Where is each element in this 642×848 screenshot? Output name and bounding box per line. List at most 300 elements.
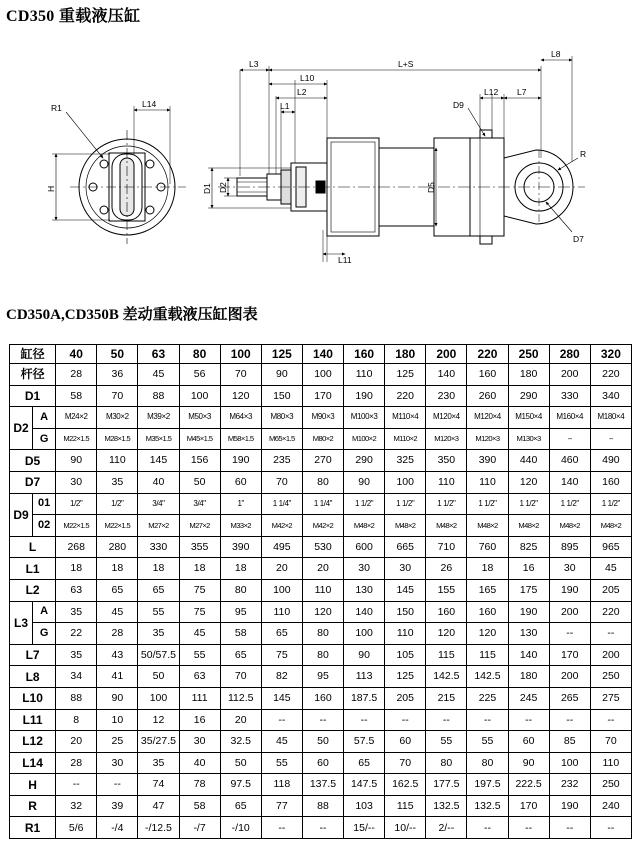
table-cell: 220: [590, 364, 631, 386]
table-cell: 55: [138, 601, 179, 623]
table-cell: 88: [302, 795, 343, 817]
table-cell: 175: [508, 579, 549, 601]
table-cell: 45: [179, 623, 220, 645]
table-cell: M160×4: [549, 407, 590, 429]
table-cell: 58: [220, 623, 261, 645]
table-cell: 75: [179, 601, 220, 623]
row-label: L1: [10, 558, 56, 580]
table-cell: 110: [344, 364, 385, 386]
table-cell: 225: [467, 687, 508, 709]
table-cell: -/4: [97, 817, 138, 839]
table-cell: 330: [138, 536, 179, 558]
table-cell: 35: [138, 623, 179, 645]
table-cell: 132.5: [467, 795, 508, 817]
header-cell: 250: [508, 345, 549, 364]
table-cell: 45: [590, 558, 631, 580]
table-cell: --: [467, 817, 508, 839]
table-cell: --: [426, 709, 467, 731]
table-cell: 105: [385, 644, 426, 666]
table-cell: 1/2": [97, 493, 138, 515]
table-row: [10, 579, 632, 601]
table-cell: 132.5: [426, 795, 467, 817]
dim-l12: L12: [484, 87, 499, 97]
table-header-row: [10, 345, 632, 364]
table-cell: 34: [56, 666, 97, 688]
dim-d7: D7: [573, 234, 584, 244]
table-cell: M180×4: [590, 407, 631, 429]
row-sublabel: G: [33, 623, 56, 645]
table-row: [10, 666, 632, 688]
dim-d1: D1: [202, 183, 212, 194]
table-cell: 145: [138, 450, 179, 472]
row-label: L8: [10, 666, 56, 688]
table-cell: 90: [56, 450, 97, 472]
table-cell: 115: [467, 644, 508, 666]
table-cell: 177.5: [426, 774, 467, 796]
table-cell: 600: [344, 536, 385, 558]
table-cell: 35: [97, 471, 138, 493]
table-row: [10, 795, 632, 817]
table-cell: --: [261, 709, 302, 731]
table-cell: --: [302, 709, 343, 731]
table-cell: 260: [467, 385, 508, 407]
table-cell: 390: [220, 536, 261, 558]
table-cell: 60: [385, 731, 426, 753]
table-cell: 250: [590, 774, 631, 796]
table-cell: 50/57.5: [138, 644, 179, 666]
table-cell: 63: [56, 579, 97, 601]
table-cell: 130: [508, 623, 549, 645]
table-cell: 30: [385, 558, 426, 580]
table-cell: --: [261, 817, 302, 839]
row-label: L11: [10, 709, 56, 731]
row-sublabel: A: [33, 601, 56, 623]
header-cell: 220: [467, 345, 508, 364]
dim-d9: D9: [453, 100, 464, 110]
table-cell: 25: [97, 731, 138, 753]
table-cell: M35×1.5: [138, 428, 179, 450]
table-cell: --: [549, 623, 590, 645]
table-cell: 70: [220, 364, 261, 386]
table-cell: 60: [302, 752, 343, 774]
table-cell: 65: [220, 795, 261, 817]
table-cell: 88: [138, 385, 179, 407]
table-cell: 268: [56, 536, 97, 558]
row-sublabel: G: [33, 428, 56, 450]
table-cell: --: [56, 774, 97, 796]
table-cell: 160: [467, 601, 508, 623]
table-cell: 1/2": [56, 493, 97, 515]
table-cell: M90×3: [302, 407, 343, 429]
table-cell: --: [97, 774, 138, 796]
table-cell: M58×1.5: [220, 428, 261, 450]
dim-r1: R1: [51, 103, 62, 113]
header-cell: 125: [261, 345, 302, 364]
table-cell: 350: [426, 450, 467, 472]
table-cell: 240: [590, 795, 631, 817]
table-cell: 30: [549, 558, 590, 580]
dim-l8: L8: [551, 49, 561, 59]
table-cell: 760: [467, 536, 508, 558]
table-cell: 77: [261, 795, 302, 817]
table-cell: 100: [549, 752, 590, 774]
table-cell: 85: [549, 731, 590, 753]
dim-l3: L3: [249, 59, 259, 69]
table-cell: M150×4: [508, 407, 549, 429]
table-cell: 30: [179, 731, 220, 753]
header-cell: 140: [302, 345, 343, 364]
table-cell: M48×2: [467, 515, 508, 537]
dim-l2: L2: [297, 87, 307, 97]
table-cell: 120: [426, 623, 467, 645]
table-cell: 90: [508, 752, 549, 774]
table-cell: 110: [467, 471, 508, 493]
header-cell: 50: [97, 345, 138, 364]
table-cell: 222.5: [508, 774, 549, 796]
table-row: [10, 450, 632, 472]
table-cell: 65: [97, 579, 138, 601]
table-row: [10, 623, 632, 645]
table-cell: --: [385, 709, 426, 731]
table-cell: 30: [97, 752, 138, 774]
table-cell: 20: [56, 731, 97, 753]
table-cell: 8: [56, 709, 97, 731]
table-cell: 200: [549, 601, 590, 623]
table-cell: 170: [549, 644, 590, 666]
row-label: L12: [10, 731, 56, 753]
dim-d5: D5: [426, 182, 436, 193]
table-cell: 110: [302, 579, 343, 601]
table-cell: 28: [56, 752, 97, 774]
cylinder-drawing: [0, 30, 642, 275]
front-flange-view: [52, 106, 186, 244]
table-cell: 35: [56, 601, 97, 623]
dim-l1: L1: [280, 101, 290, 111]
table-cell: 82: [261, 666, 302, 688]
table-cell: -/7: [179, 817, 220, 839]
table-cell: M24×2: [56, 407, 97, 429]
table-row: [10, 493, 632, 515]
table-cell: 190: [344, 385, 385, 407]
table-cell: -/12.5: [138, 817, 179, 839]
table-cell: 160: [426, 601, 467, 623]
table-cell: 63: [179, 666, 220, 688]
table-cell: 30: [344, 558, 385, 580]
table-row: [10, 364, 632, 386]
table-cell: 160: [302, 687, 343, 709]
table-cell: 39: [97, 795, 138, 817]
table-row: [10, 558, 632, 580]
table-cell: 18: [97, 558, 138, 580]
table-cell: 145: [385, 579, 426, 601]
table-cell: M120×4: [426, 407, 467, 429]
table-cell: 56: [179, 364, 220, 386]
table-cell: M42×2: [302, 515, 343, 537]
table-cell: 1 1/2": [549, 493, 590, 515]
table-cell: 1 1/2": [385, 493, 426, 515]
table-cell: 55: [467, 731, 508, 753]
table-cell: 40: [179, 752, 220, 774]
table-cell: 5/6: [56, 817, 97, 839]
table-cell: 205: [385, 687, 426, 709]
table-cell: M110×4: [385, 407, 426, 429]
header-cell: 320: [590, 345, 631, 364]
table-cell: 150: [261, 385, 302, 407]
table-cell: 180: [508, 364, 549, 386]
table-cell: 165: [467, 579, 508, 601]
table-cell: 140: [344, 601, 385, 623]
table-cell: --: [549, 709, 590, 731]
table-cell: 18: [138, 558, 179, 580]
table-cell: M100×3: [344, 407, 385, 429]
table-cell: M27×2: [138, 515, 179, 537]
table-row: [10, 385, 632, 407]
row-label: L10: [10, 687, 56, 709]
table-cell: --: [549, 817, 590, 839]
table-cell: --: [508, 709, 549, 731]
table-cell: 90: [261, 364, 302, 386]
table-cell: 490: [590, 450, 631, 472]
table-cell: 265: [549, 687, 590, 709]
table-cell: 65: [220, 644, 261, 666]
table-cell: 1 1/2": [590, 493, 631, 515]
table-cell: 70: [261, 471, 302, 493]
header-cell: 80: [179, 345, 220, 364]
table-cell: 50: [179, 471, 220, 493]
table-cell: 495: [261, 536, 302, 558]
table-cell: M80×3: [261, 407, 302, 429]
table-cell: M22×1.5: [56, 515, 97, 537]
table-row: [10, 428, 632, 450]
table-cell: 35/27.5: [138, 731, 179, 753]
table-cell: --: [467, 709, 508, 731]
table-cell: 355: [179, 536, 220, 558]
table-cell: M120×3: [467, 428, 508, 450]
side-view: [208, 56, 585, 262]
table-cell: 205: [590, 579, 631, 601]
spec-table: [9, 344, 632, 839]
table-cell: 20: [302, 558, 343, 580]
table-cell: --: [590, 709, 631, 731]
table-cell: M45×1.5: [179, 428, 220, 450]
table-cell: 235: [261, 450, 302, 472]
table-cell: 47: [138, 795, 179, 817]
table-cell: M27×2: [179, 515, 220, 537]
row-label: L3: [10, 601, 33, 644]
table-cell: 100: [179, 385, 220, 407]
table-cell: --: [549, 428, 590, 450]
table-row: [10, 817, 632, 839]
table-row: [10, 687, 632, 709]
table-cell: M22×1.5: [97, 515, 138, 537]
table-cell: M48×2: [590, 515, 631, 537]
table-cell: 110: [261, 601, 302, 623]
table-cell: --: [508, 817, 549, 839]
table-cell: 145: [261, 687, 302, 709]
table-cell: M80×2: [302, 428, 343, 450]
table-cell: 245: [508, 687, 549, 709]
table-cell: 440: [508, 450, 549, 472]
table-cell: 45: [97, 601, 138, 623]
table-cell: 142.5: [426, 666, 467, 688]
table-cell: 60: [220, 471, 261, 493]
table-cell: 70: [590, 731, 631, 753]
row-label: 杆径: [10, 364, 56, 386]
header-cell: 63: [138, 345, 179, 364]
table-cell: M120×3: [426, 428, 467, 450]
table-cell: 125: [385, 364, 426, 386]
table-cell: 110: [590, 752, 631, 774]
table-cell: M48×2: [549, 515, 590, 537]
table-cell: 1 1/2": [426, 493, 467, 515]
table-cell: --: [344, 709, 385, 731]
dim-l7: L7: [517, 87, 527, 97]
table-title: CD350A,CD350B 差动重载液压缸图表: [6, 307, 258, 323]
table-cell: 10: [97, 709, 138, 731]
table-cell: 160: [590, 471, 631, 493]
table-cell: 190: [508, 601, 549, 623]
table-cell: M100×2: [344, 428, 385, 450]
table-cell: 78: [179, 774, 220, 796]
table-cell: 22: [56, 623, 97, 645]
table-cell: 190: [549, 795, 590, 817]
table-cell: M48×2: [508, 515, 549, 537]
table-cell: 55: [426, 731, 467, 753]
table-cell: 95: [302, 666, 343, 688]
table-cell: 120: [302, 601, 343, 623]
table-row: [10, 709, 632, 731]
table-cell: 280: [97, 536, 138, 558]
table-cell: 180: [508, 666, 549, 688]
table-cell: 100: [344, 623, 385, 645]
table-row: [10, 536, 632, 558]
table-cell: 100: [261, 579, 302, 601]
row-sublabel: A: [33, 407, 56, 429]
table-cell: 75: [179, 579, 220, 601]
table-cell: 50: [302, 731, 343, 753]
table-cell: 155: [426, 579, 467, 601]
table-cell: 16: [179, 709, 220, 731]
table-cell: 200: [590, 644, 631, 666]
table-cell: 35: [138, 752, 179, 774]
table-cell: 125: [385, 666, 426, 688]
table-cell: 895: [549, 536, 590, 558]
table-cell: 28: [56, 364, 97, 386]
table-cell: --: [590, 623, 631, 645]
table-cell: 140: [508, 644, 549, 666]
table-cell: M120×4: [467, 407, 508, 429]
table-cell: 170: [302, 385, 343, 407]
table-cell: 112.5: [220, 687, 261, 709]
table-cell: M48×2: [385, 515, 426, 537]
table-cell: 70: [97, 385, 138, 407]
table-cell: 80: [302, 623, 343, 645]
table-cell: 147.5: [344, 774, 385, 796]
table-cell: 530: [302, 536, 343, 558]
table-cell: 137.5: [302, 774, 343, 796]
table-cell: 65: [138, 579, 179, 601]
table-cell: 18: [220, 558, 261, 580]
table-cell: 110: [426, 471, 467, 493]
table-cell: M30×2: [97, 407, 138, 429]
table-cell: 1 1/2": [344, 493, 385, 515]
table-cell: 1": [220, 493, 261, 515]
header-cell: 40: [56, 345, 97, 364]
table-cell: 665: [385, 536, 426, 558]
table-cell: 130: [344, 579, 385, 601]
table-cell: 1 1/4": [302, 493, 343, 515]
row-label: R1: [10, 817, 56, 839]
table-cell: M110×2: [385, 428, 426, 450]
table-cell: 90: [97, 687, 138, 709]
table-cell: 88: [56, 687, 97, 709]
table-cell: 100: [138, 687, 179, 709]
table-cell: --: [590, 428, 631, 450]
table-cell: M33×2: [220, 515, 261, 537]
table-cell: 710: [426, 536, 467, 558]
table-cell: 97.5: [220, 774, 261, 796]
table-cell: 70: [385, 752, 426, 774]
row-label: L2: [10, 579, 56, 601]
row-label: D1: [10, 385, 56, 407]
table-cell: 330: [549, 385, 590, 407]
table-cell: 28: [97, 623, 138, 645]
table-cell: 80: [302, 644, 343, 666]
table-cell: 100: [385, 471, 426, 493]
table-row: [10, 407, 632, 429]
row-label: D7: [10, 471, 56, 493]
header-cell: 160: [344, 345, 385, 364]
table-cell: 32.5: [220, 731, 261, 753]
table-cell: 162.5: [385, 774, 426, 796]
table-cell: 142.5: [467, 666, 508, 688]
table-cell: 3/4": [138, 493, 179, 515]
table-cell: 70: [220, 666, 261, 688]
dim-l14: L14: [142, 99, 157, 109]
table-cell: M48×2: [426, 515, 467, 537]
table-cell: 90: [344, 644, 385, 666]
dim-l10: L10: [300, 73, 315, 83]
table-cell: 26: [426, 558, 467, 580]
table-cell: 2/--: [426, 817, 467, 839]
table-cell: 390: [467, 450, 508, 472]
table-row: [10, 644, 632, 666]
table-cell: 290: [508, 385, 549, 407]
table-row: [10, 731, 632, 753]
table-cell: 120: [508, 471, 549, 493]
table-cell: 18: [179, 558, 220, 580]
table-row: [10, 601, 632, 623]
page-title: CD350 重载液压缸: [6, 8, 141, 25]
table-cell: 90: [344, 471, 385, 493]
table-row: [10, 774, 632, 796]
table-cell: M64×3: [220, 407, 261, 429]
row-label: L7: [10, 644, 56, 666]
table-cell: M65×1.5: [261, 428, 302, 450]
table-cell: 95: [220, 601, 261, 623]
table-cell: 170: [508, 795, 549, 817]
table-cell: 115: [426, 644, 467, 666]
table-cell: 120: [467, 623, 508, 645]
table-cell: 74: [138, 774, 179, 796]
table-cell: 340: [590, 385, 631, 407]
table-cell: 250: [590, 666, 631, 688]
table-cell: 57.5: [344, 731, 385, 753]
table-cell: 40: [138, 471, 179, 493]
header-cell: 180: [385, 345, 426, 364]
header-cell: 200: [426, 345, 467, 364]
table-cell: M42×2: [261, 515, 302, 537]
